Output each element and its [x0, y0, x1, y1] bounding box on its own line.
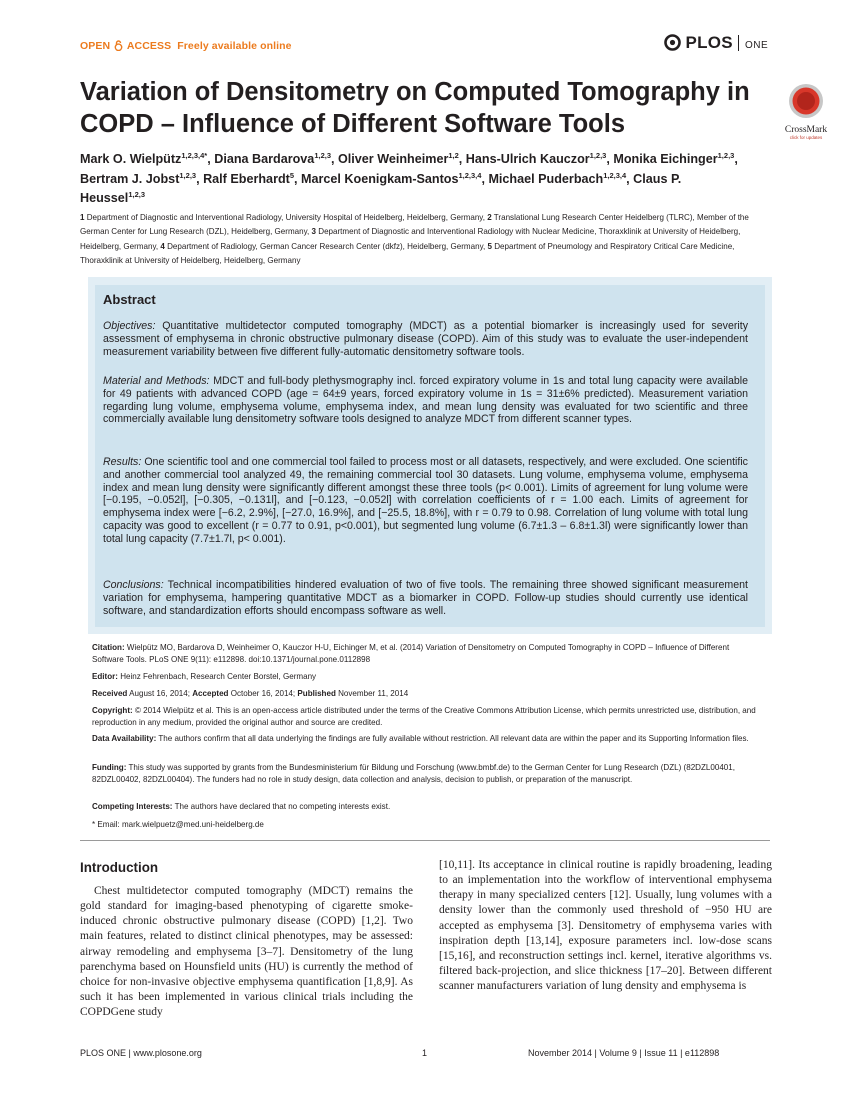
author-name: Claus P. Heussel: [80, 171, 682, 206]
affiliation-text: Department of Diagnostic and Interventional Radiology, University Hospital of Heidelberg, Heidelberg, Germany,: [86, 213, 485, 222]
results-text: One scientific tool and one commercial tool failed to process most or all datasets, respectively, and were excluded. One scientific and another commercial tool analyzed 49, the remaining commercial tool 30 datasets. Lung volume, emphysema volume, emphysema index and mean lung density were significantly different amongst these three tools (p< 0.001). Limits of agreement for lung volume were [−0.195, −0.052l], [−0.305, −0.131l], and [−0.123, −0.052l] with correlation coefficients of r = 1.00 each. Limits of agreement for emphysema index were [−6.2, 2.9%], [−27.0, 16.9%], and [−25.5, 18.8%], with r = 0.79 to 0.98. Correlation of lung volume with total lung capacity was good to excellent (r = 0.77 to 0.91, p<0.001), but segmented lung volume (6.7±1.3 – 6.8±1.3l) were significantly lower than total lung capacity (7.7±1.7l, p< 0.001).: [103, 456, 748, 545]
author-name: Oliver Weinheimer: [338, 152, 449, 166]
abstract-heading: Abstract: [103, 292, 156, 307]
competing-interests: [92, 801, 756, 813]
accepted-date: October 16, 2014;: [230, 689, 296, 698]
author-name: Diana Bardarova: [214, 152, 315, 166]
author-affiliation-refs: 1,2,3,4: [181, 150, 205, 160]
crossmark-sub: click for updates: [789, 135, 823, 140]
objectives-text: Quantitative multidetector computed tomography (MDCT) as a potential biomarker is increasingly used for severity assessment of emphysema in chronic obstructive pulmonary disease (COPD). Aim of this study was to evaluate the user-independent measurement variability between five different fully-automatic densitometry software tools.: [103, 320, 748, 358]
funding: [92, 762, 756, 785]
crossmark-icon: [787, 82, 825, 120]
citation: [92, 642, 756, 665]
conclusions-text: Technical incompatibilities hindered evaluation of two of five tools. The remaining three showed significant measurement variation for emphysema, hampering quantitative MDCT as a biomarker in COPD. Follow-up studies should currently use identical software, and standardization efforts should encompass software as well.: [103, 579, 748, 617]
affiliation-text: Department of Pneumology and Respiratory Critical Care Medicine, Thoraxklinik at University of Heidelberg, Heidelberg, Germany: [80, 241, 735, 266]
author-name: Monika Eichinger: [613, 152, 718, 166]
author-affiliation-refs: 5: [289, 170, 295, 180]
corresponding-author-mark: *: [204, 150, 208, 160]
author: [214, 152, 331, 166]
published-date: November 11, 2014: [338, 689, 409, 698]
competing-interests-label: Competing Interests:: [92, 802, 173, 811]
copyright: [92, 705, 756, 728]
funding-label: Funding:: [92, 763, 127, 772]
received-label: Received: [92, 689, 128, 698]
affiliation-text: Department of Radiology, German Cancer Research Center (dkfz), Heidelberg, Germany,: [167, 241, 486, 251]
affiliation-number: 3: [311, 227, 317, 237]
author: [613, 152, 734, 166]
crossmark-badge[interactable]: [782, 82, 830, 140]
plos-one-label: ONE: [744, 40, 769, 51]
author-affiliation-refs: 1,2: [448, 150, 459, 160]
data-availability-text: The authors confirm that all data underlying the findings are fully available without restriction. All relevant data are within the paper and its Supporting Information files.: [158, 734, 749, 743]
author-name: Michael Puderbach: [488, 171, 604, 186]
access-label: ACCESS: [126, 40, 172, 52]
objectives-label: Objectives:: [103, 320, 156, 332]
affiliation-number: 5: [487, 241, 492, 251]
author-name: Bertram J. Jobst: [80, 171, 180, 186]
author: [80, 172, 196, 186]
conclusions-label: Conclusions:: [103, 579, 164, 591]
introduction-heading: Introduction: [80, 860, 159, 875]
author-affiliation-refs: 1,2,3: [717, 150, 735, 160]
plos-one-logo: [664, 33, 768, 53]
data-availability-label: Data Availability:: [92, 734, 157, 743]
author-name: Marcel Koenigkam-Santos: [301, 171, 459, 186]
author: [80, 152, 207, 166]
affiliation-number: 4: [160, 241, 165, 251]
author-affiliation-refs: 1,2,3: [128, 190, 145, 200]
author: [301, 172, 481, 186]
crossmark-label: CrossMark: [784, 125, 828, 135]
affiliations: [80, 211, 773, 269]
results-label: Results:: [103, 456, 142, 468]
plos-logo-icon: [664, 34, 681, 51]
editor: [92, 671, 756, 683]
open-access-banner: [80, 40, 292, 52]
introduction-column-right: [10,11]. Its acceptance in clinical routine is rapidly broadening, leading to an implementation into the workflow of interventional emphysema therapy in many specialized centers [12]. Usually, lung volumes with a density lower than the commonly used threshold of −950 HU are accepted as emphysema [3]. Densitometry of emphysema varies with inspiration depth [13,14], exposure parameters incl. low-dose scans [15,16], and reconstruction settings incl. kernel, iterative algorithms vs. filtered back-projection, and slice thickness [17–20]. Between different scanner manufacturers variation of lung density and emphysema is: [439, 859, 772, 993]
dates: [92, 688, 756, 700]
received-date: August 16, 2014;: [129, 689, 190, 698]
author-affiliation-refs: 1,2,3: [179, 170, 197, 180]
page-number: 1: [422, 1048, 428, 1058]
introduction-column-left: Chest multidetector computed tomography (MDCT) remains the gold standard for imaging-based phenotyping of cigarette smoke-induced chronic obstructive pulmonary disease (COPD) [1,2]. Two main features, related to distinct clinical phenotypes, may be assessed: airway remodeling and emphysema [3–7]. Densitometry of the lung parenchyma based on Hounsfield units (HU) is currently the method of choice for non-invasive objective emphysema quantification [1,8,9]. As such it has been implemented in various clinical trials including the COPDGene study: [80, 885, 413, 1019]
abstract-objectives: [103, 320, 748, 358]
abstract-methods: [103, 375, 748, 426]
citation-text: Wielpütz MO, Bardarova D, Weinheimer O, Kauczor H-U, Eichinger M, et al. (2014) Variation of Densitometry on Computed Tomography in COPD – Influence of Different Software Tools. PLoS ONE 9(11): e112898. doi:10.1371/journal.pone.0112898: [92, 643, 730, 664]
article-title: Variation of Densitometry on Computed Tomography in COPD – Influence of Different Software Tools: [80, 78, 750, 138]
data-availability: [92, 733, 756, 745]
author-list: Mark O. Wielpütz$^{1,2,3,4*}$, Diana Bardarova$^{1,2,3}$, Oliver Weinheimer$^{1,2}$, Hans-Ulrich Kauczor$^{1,2,3}$, Monika Eichinger$^{1,2,3}$, Bertram J. Jobst$^{1,2,3}$, Ralf Eberhardt$^5$, Marcel Koenigkam-Santos$^{1,2,3,4}$, Michael Puderbach$^{1,2,3,4}$, Claus P. Heussel$^{1,2,3}$: [80, 150, 738, 206]
abstract-results: [103, 456, 748, 545]
competing-interests-text: The authors have declared that no competing interests exist.: [174, 802, 391, 811]
copyright-text: © 2014 Wielpütz et al. This is an open-access article distributed under the terms of the Creative Commons Attribution License, which permits unrestricted use, distribution, and reproduction in any medium, provided the original author and source are credited.: [92, 706, 756, 727]
editor-text: Heinz Fehrenbach, Research Center Borstel, Germany: [120, 672, 317, 681]
plos-name: PLOS: [685, 33, 733, 52]
author: [466, 152, 607, 166]
author-affiliation-refs: 1,2,3: [314, 150, 331, 160]
author-affiliation-refs: 1,2,3: [589, 150, 607, 160]
affiliation-number: 2: [487, 213, 492, 222]
author: [203, 172, 294, 186]
author-name: Mark O. Wielpütz: [80, 152, 182, 166]
open-lock-icon: [114, 40, 123, 51]
affiliation-number: 1: [80, 213, 85, 222]
copyright-label: Copyright:: [92, 706, 133, 715]
accepted-label: Accepted: [192, 689, 229, 698]
citation-label: Citation:: [92, 643, 125, 652]
section-divider: [80, 840, 770, 841]
affiliation-text: Translational Lung Research Center Heidelberg (TLRC), Member of the German Center for Lung Research (DZL), Heidelberg, Germany,: [80, 213, 749, 237]
corresponding-email[interactable]: * Email: mark.wielpuetz@med.uni-heidelberg.de: [92, 820, 264, 829]
freely-available-label: Freely available online: [177, 40, 292, 52]
author-affiliation-refs: 1,2,3,4: [458, 170, 482, 180]
affiliation-text: Department of Diagnostic and Interventional Radiology with Nuclear Medicine, Thoraxklinik at University of Heidelberg, Heidelberg, Germany,: [80, 227, 741, 251]
footer-issue: November 2014 | Volume 9 | Issue 11 | e112898: [528, 1048, 720, 1058]
footer-journal: PLOS ONE | www.plosone.org: [80, 1048, 202, 1058]
funding-text: This study was supported by grants from the Bundesministerium für Bildung und Forschung (www.bmbf.de) to the German Center for Lung Research (DZL) (82DZL00401, 82DZL00402, 82DZL00404). The funders had no role in study design, data collection and analysis, decision to publish, or preparation of the manuscript.: [92, 763, 735, 784]
author-affiliation-refs: 1,2,3,4: [603, 170, 627, 180]
author-name: Ralf Eberhardt: [203, 171, 290, 186]
open-label: OPEN: [80, 40, 111, 52]
abstract-conclusions: [103, 579, 748, 617]
author: [338, 152, 459, 166]
author: [488, 172, 626, 186]
editor-label: Editor:: [92, 672, 118, 681]
published-label: Published: [297, 689, 336, 698]
author-name: Hans-Ulrich Kauczor: [465, 152, 590, 166]
methods-text: MDCT and full-body plethysmography incl. forced expiratory volume in 1s and total lung capacity were available for 49 patients with advanced COPD (age = 64±9 years, forced expiratory volume in 1s = 31±6% predicted). Measurement variation regarding lung volume, emphysema volume, emphysema index, and mean lung density was evaluated for two scientific and three commercially available lung densitometry software tools designed to analyze MDCT from different scanner types.: [103, 375, 748, 426]
logo-divider: [738, 35, 739, 51]
methods-label: Material and Methods:: [103, 375, 210, 387]
